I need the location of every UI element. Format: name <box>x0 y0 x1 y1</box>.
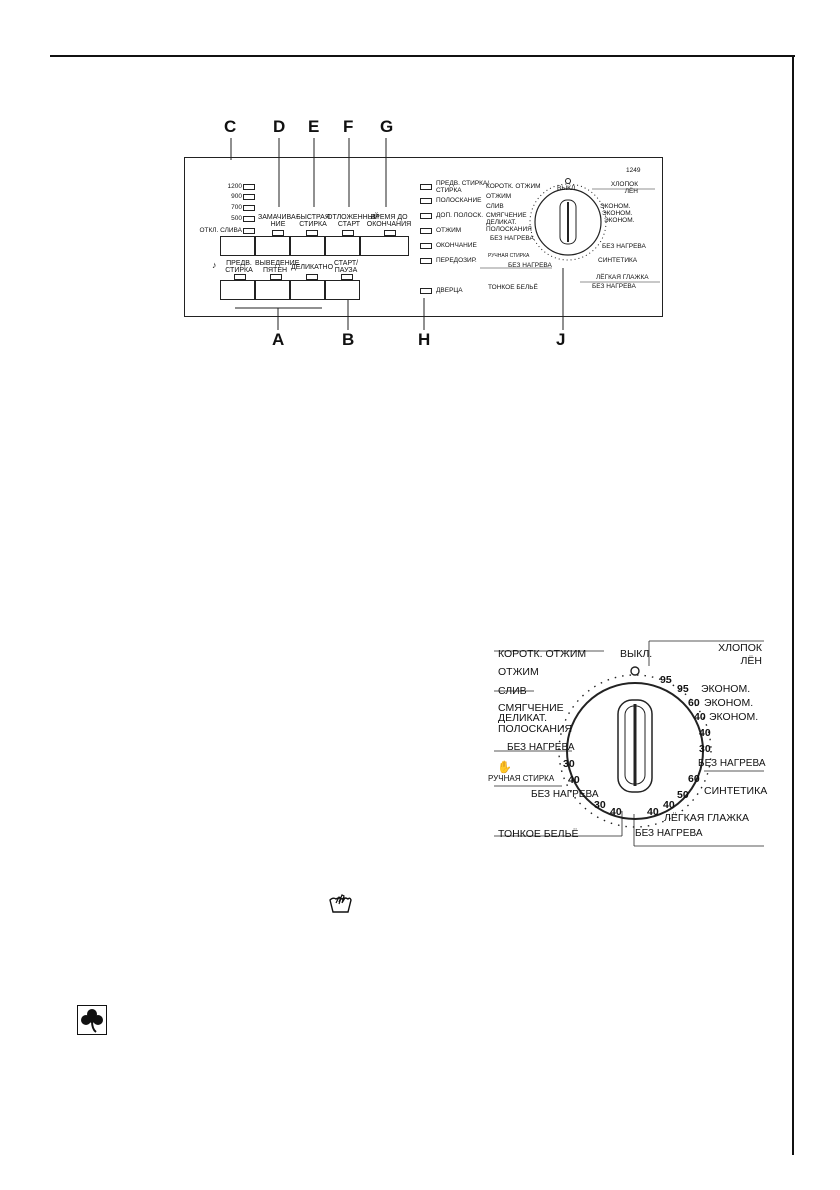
prewash-label: ПРЕДВ. СТИРКА <box>225 260 253 274</box>
dial-num-30-bottom: 30 <box>594 799 606 811</box>
dial-num-60: 60 <box>688 697 700 709</box>
dial-fine: ТОНКОЕ БЕЛЬЁ <box>498 828 579 840</box>
dial-cold-left-1: БЕЗ НАГРЕВА <box>507 742 575 753</box>
small-drain: СЛИВ <box>486 203 504 210</box>
quick-wash-label: БЫСТРАЯ СТИРКА <box>296 214 330 228</box>
soak-button[interactable] <box>255 236 290 256</box>
delicate-label: ДЕЛИКАТНО <box>291 264 334 271</box>
small-cold-1: БЕЗ НАГРЕВА <box>490 235 534 242</box>
dial-num-40-bottom: 40 <box>610 806 622 818</box>
small-delicate-rinse: ДЕЛИКАТ. ПОЛОСКАНИЯ <box>486 219 532 233</box>
dial-num-30: 30 <box>699 743 711 755</box>
small-cold-4: БЕЗ НАГРЕВА <box>592 283 636 290</box>
dial-spin: ОТЖИМ <box>498 666 539 678</box>
dial-eco-3: ЭКОНОМ. <box>709 711 759 723</box>
small-cotton: ХЛОПОК ЛЁН <box>610 181 638 195</box>
dial-num-40d: 40 <box>647 806 659 818</box>
soak-label: ЗАМАЧИВА-НИЕ <box>258 214 298 228</box>
status-extra-rinse: ДОП. ПОЛОСК. <box>420 212 483 219</box>
dial-num-40a: 40 <box>694 711 706 723</box>
stain-icon: ♪ <box>212 260 217 270</box>
status-spin: ОТЖИМ <box>420 227 461 234</box>
dial-hand-wash: РУЧНАЯ СТИРКА <box>488 774 555 783</box>
small-easy-iron: ЛЁГКАЯ ГЛАЖКА <box>596 274 649 281</box>
dial-cold-bottom: БЕЗ НАГРЕВА <box>635 828 703 839</box>
small-synthetic: СИНТЕТИКА <box>598 257 638 264</box>
status-wash: ПРЕДВ. СТИРКА/ СТИРКА <box>420 180 491 194</box>
spin-500-led <box>243 216 255 222</box>
small-off: ВЫКЛ. <box>557 185 577 192</box>
clover-icon <box>77 1005 107 1035</box>
callout-c: C <box>224 117 237 136</box>
small-cold-2: БЕЗ НАГРЕВА <box>508 262 552 269</box>
spin-1200: 1200 <box>227 183 242 190</box>
top-button-row <box>220 236 409 256</box>
small-softener: СМЯГЧЕНИЕ <box>486 212 527 219</box>
callout-e: E <box>308 117 320 136</box>
dial-softener: СМЯГЧЕНИЕ <box>498 702 564 714</box>
quick-wash-button[interactable] <box>290 236 325 256</box>
spin-500: 500 <box>231 215 242 222</box>
stain-removal-button[interactable] <box>255 280 290 300</box>
spin-900: 900 <box>231 193 242 200</box>
dial-eco-1: ЭКОНОМ. <box>701 683 751 695</box>
dial-num-40-left: 40 <box>568 774 580 786</box>
spin-700: 700 <box>231 204 242 211</box>
hand-wash-icon-small: ✋ <box>497 760 512 774</box>
callout-f: F <box>343 117 354 136</box>
dial-num-40c: 40 <box>663 799 675 811</box>
status-rinse: ПОЛОСКАНИЕ <box>420 197 482 204</box>
callout-d: D <box>273 117 286 136</box>
spin-900-led <box>243 194 255 200</box>
dial-off: ВЫКЛ. <box>620 648 653 660</box>
dial-cotton: ХЛОПОК ЛЁН <box>718 642 762 667</box>
small-eco-2: ЭКОНОМ. <box>602 210 633 217</box>
spin-button[interactable] <box>220 236 255 256</box>
dial-num-95a: 95 <box>660 674 672 686</box>
dial-num-60b: 60 <box>688 773 700 785</box>
spin-1200-led <box>243 184 255 190</box>
callout-h: H <box>418 330 431 349</box>
dial-num-95b: 95 <box>677 683 689 695</box>
dial-easy-iron: ЛЁГКАЯ ГЛАЖКА <box>664 812 750 824</box>
prewash-button[interactable] <box>220 280 255 300</box>
small-short-spin: КОРОТК. ОТЖИМ <box>486 183 541 190</box>
delicate-button[interactable] <box>290 280 325 300</box>
small-fine: ТОНКОЕ БЕЛЬЁ <box>488 284 538 291</box>
callout-b: B <box>342 330 355 349</box>
start-pause-button[interactable] <box>325 280 360 300</box>
status-end: ОКОНЧАНИЕ <box>420 242 477 249</box>
small-spin: ОТЖИМ <box>486 193 512 200</box>
start-pause-label: СТАРТ/ ПАУЗА <box>333 260 359 274</box>
dial-eco-2: ЭКОНОМ. <box>704 697 754 709</box>
bottom-button-row <box>220 280 360 300</box>
dial-num-40b: 40 <box>699 727 711 739</box>
stain-removal-label: ВЫВЕДЕНИЕ ПЯТЕН <box>255 260 300 274</box>
dial-num-50: 50 <box>677 789 689 801</box>
small-hand-wash: РУЧНАЯ СТИРКА <box>488 253 530 259</box>
callout-a: A <box>272 330 285 349</box>
time-left-label: ВРЕМЯ ДО ОКОНЧАНИЯ <box>366 214 412 228</box>
spin-700-led <box>243 205 255 211</box>
dial-synthetic: СИНТЕТИКА <box>704 785 768 797</box>
delayed-start-label: ОТЛОЖЕННЫЙ СТАРТ <box>327 214 379 228</box>
delayed-start-button[interactable] <box>325 236 360 256</box>
dial-num-30-left: 30 <box>563 758 575 770</box>
spin-off-led <box>243 228 255 234</box>
dial-drain: СЛИВ <box>498 685 527 697</box>
hand-wash-icon <box>327 893 353 915</box>
dial-cold-right: БЕЗ НАГРЕВА <box>698 758 766 769</box>
status-overdose: ПЕРЕДОЗИР. <box>420 257 477 264</box>
status-door: ДВЕРЦА <box>420 287 463 294</box>
dial-delicate-rinse: ДЕЛИКАТ. ПОЛОСКАНИЯ <box>498 712 573 735</box>
small-cold-3: БЕЗ НАГРЕВА <box>602 243 646 250</box>
callout-j: J <box>556 330 566 349</box>
spin-off: ОТКЛ. СЛИВА <box>199 227 242 234</box>
dial-cold-left-2: БЕЗ НАГРЕВА <box>531 789 599 800</box>
dial-short-spin: КОРОТК. ОТЖИМ <box>498 648 587 660</box>
time-left-display <box>360 236 409 256</box>
model-number: 1249 <box>626 167 641 174</box>
callout-g: G <box>380 117 394 136</box>
small-eco-1: ЭКОНОМ. <box>600 203 631 210</box>
small-eco-3: ЭКОНОМ. <box>604 217 635 224</box>
